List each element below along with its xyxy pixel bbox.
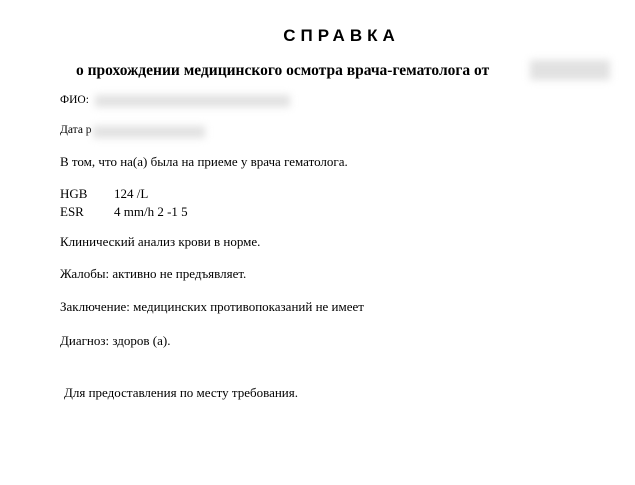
lab-value: 4 mm/h 2 -1 5	[114, 204, 188, 219]
redacted-date-of-birth-block	[93, 126, 205, 138]
document-title: СПРАВКА	[283, 26, 400, 45]
conclusion-text: Заключение: медицинских противопоказаний не имеет	[60, 299, 364, 314]
complaints-text: Жалобы: активно не предъявляет.	[60, 266, 247, 281]
fio-label: ФИО:	[60, 94, 89, 106]
redacted-fio-block	[95, 95, 290, 107]
purpose-text: Для предоставления по месту требования.	[64, 385, 298, 400]
lab-name: HGB	[60, 186, 88, 201]
blood-analysis-text: Клинический анализ крови в норме.	[60, 234, 261, 249]
document-subtitle: о прохождении медицинского осмотра врача-гематолога от	[76, 62, 490, 79]
lab-row-esr	[60, 204, 188, 220]
lab-name: ESR	[60, 204, 84, 219]
diagnosis-text: Диагноз: здоров (а).	[60, 333, 171, 348]
lab-row-hgb	[60, 186, 148, 202]
date-label: Дата р	[60, 124, 92, 136]
lab-value: 124 /L	[114, 186, 149, 201]
statement-text: В том, что на(а) была на приеме у врача гематолога.	[60, 154, 348, 169]
redacted-date-block	[530, 60, 610, 80]
